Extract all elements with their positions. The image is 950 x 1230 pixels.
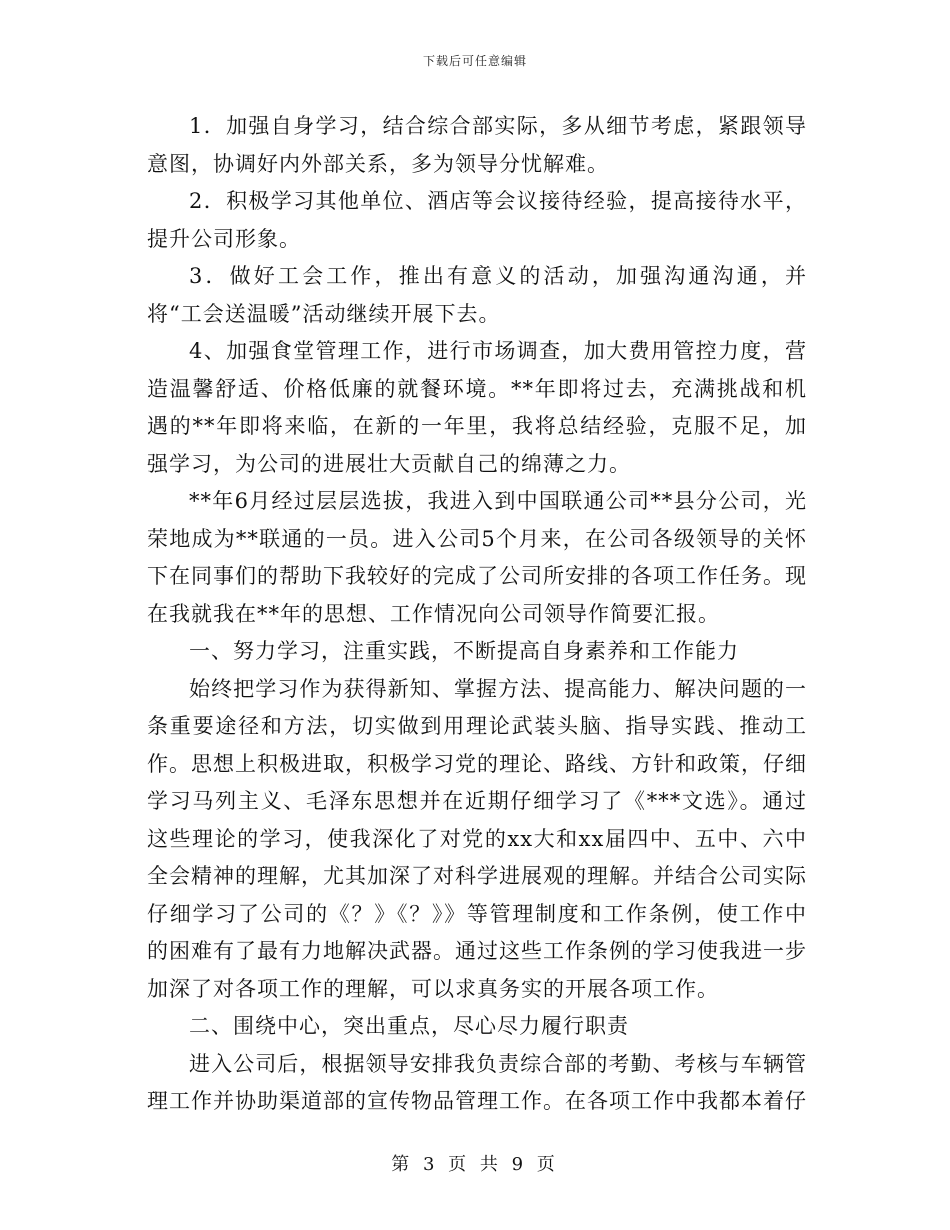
paragraph-3: 3．做好工会工作，推出有意义的活动，加强沟通沟通，并将“工会送温暖”活动继续开展下去。 bbox=[147, 264, 807, 326]
paragraph-1: 1．加强自身学习，结合综合部实际，多从细节考虑，紧跟领导意图，协调好内外部关系，多为领导分忧解难。 bbox=[147, 114, 807, 176]
paragraph-6: 始终把学习作为获得新知、掌握方法、提高能力、解决问题的一条重要途径和方法，切实做到用理论武装头脑、指导实践、推动工作。思想上积极进取，积极学习党的理论、路线、方针和政策，仔细学习马列主义、毛泽东思想并在近期仔细学习了《***文选》。通过这些理论的学习，使我深化了对党的xx大和xx届四中、五中、六中全会精神的理解，尤其加深了对科学进展观的理解。并结合公司实际仔细学习了公司的《？》《？》》等管理制度和工作条例，使工作中的困难有了最有力地解决武器。通过这些工作条例的学习使我进一步加深了对各项工作的理解，可以求真务实的开展各项工作。 bbox=[147, 676, 807, 1001]
paragraph-5: **年6月经过层层选拔，我进入到中国联通公司**县分公司，光荣地成为**联通的一员。进入公司5个月来，在公司各级领导的关怀下在同事们的帮助下我较好的完成了公司所安排的各项工作任务。现在我就我在**年的思想、工作情况向公司领导作简要汇报。 bbox=[147, 489, 807, 626]
page-footer: 第 3 页 共 9 页 bbox=[391, 1154, 559, 1175]
document-body bbox=[147, 108, 807, 1121]
page-header: 下载后可任意编辑 bbox=[422, 54, 527, 68]
paragraph-4: 4、加强食堂管理工作，进行市场调查，加大费用管控力度，营造温馨舒适、价格低廉的就餐环境。**年即将过去，充满挑战和机遇的**年即将来临，在新的一年里，我将总结经验，克服不足，加强学习，为公司的进展壮大贡献自己的绵薄之力。 bbox=[147, 339, 807, 476]
paragraph-2: 2．积极学习其他单位、酒店等会议接待经验，提高接待水平，提升公司形象。 bbox=[147, 189, 807, 251]
section-heading-2: 二、围绕中心，突出重点，尽心尽力履行职责 bbox=[189, 1014, 629, 1038]
paragraph-7: 进入公司后，根据领导安排我负责综合部的考勤、考核与车辆管理工作并协助渠道部的宣传物品管理工作。在各项工作中我都本着仔 bbox=[147, 1051, 807, 1113]
section-heading-1: 一、努力学习，注重实践，不断提高自身素养和工作能力 bbox=[189, 639, 739, 663]
